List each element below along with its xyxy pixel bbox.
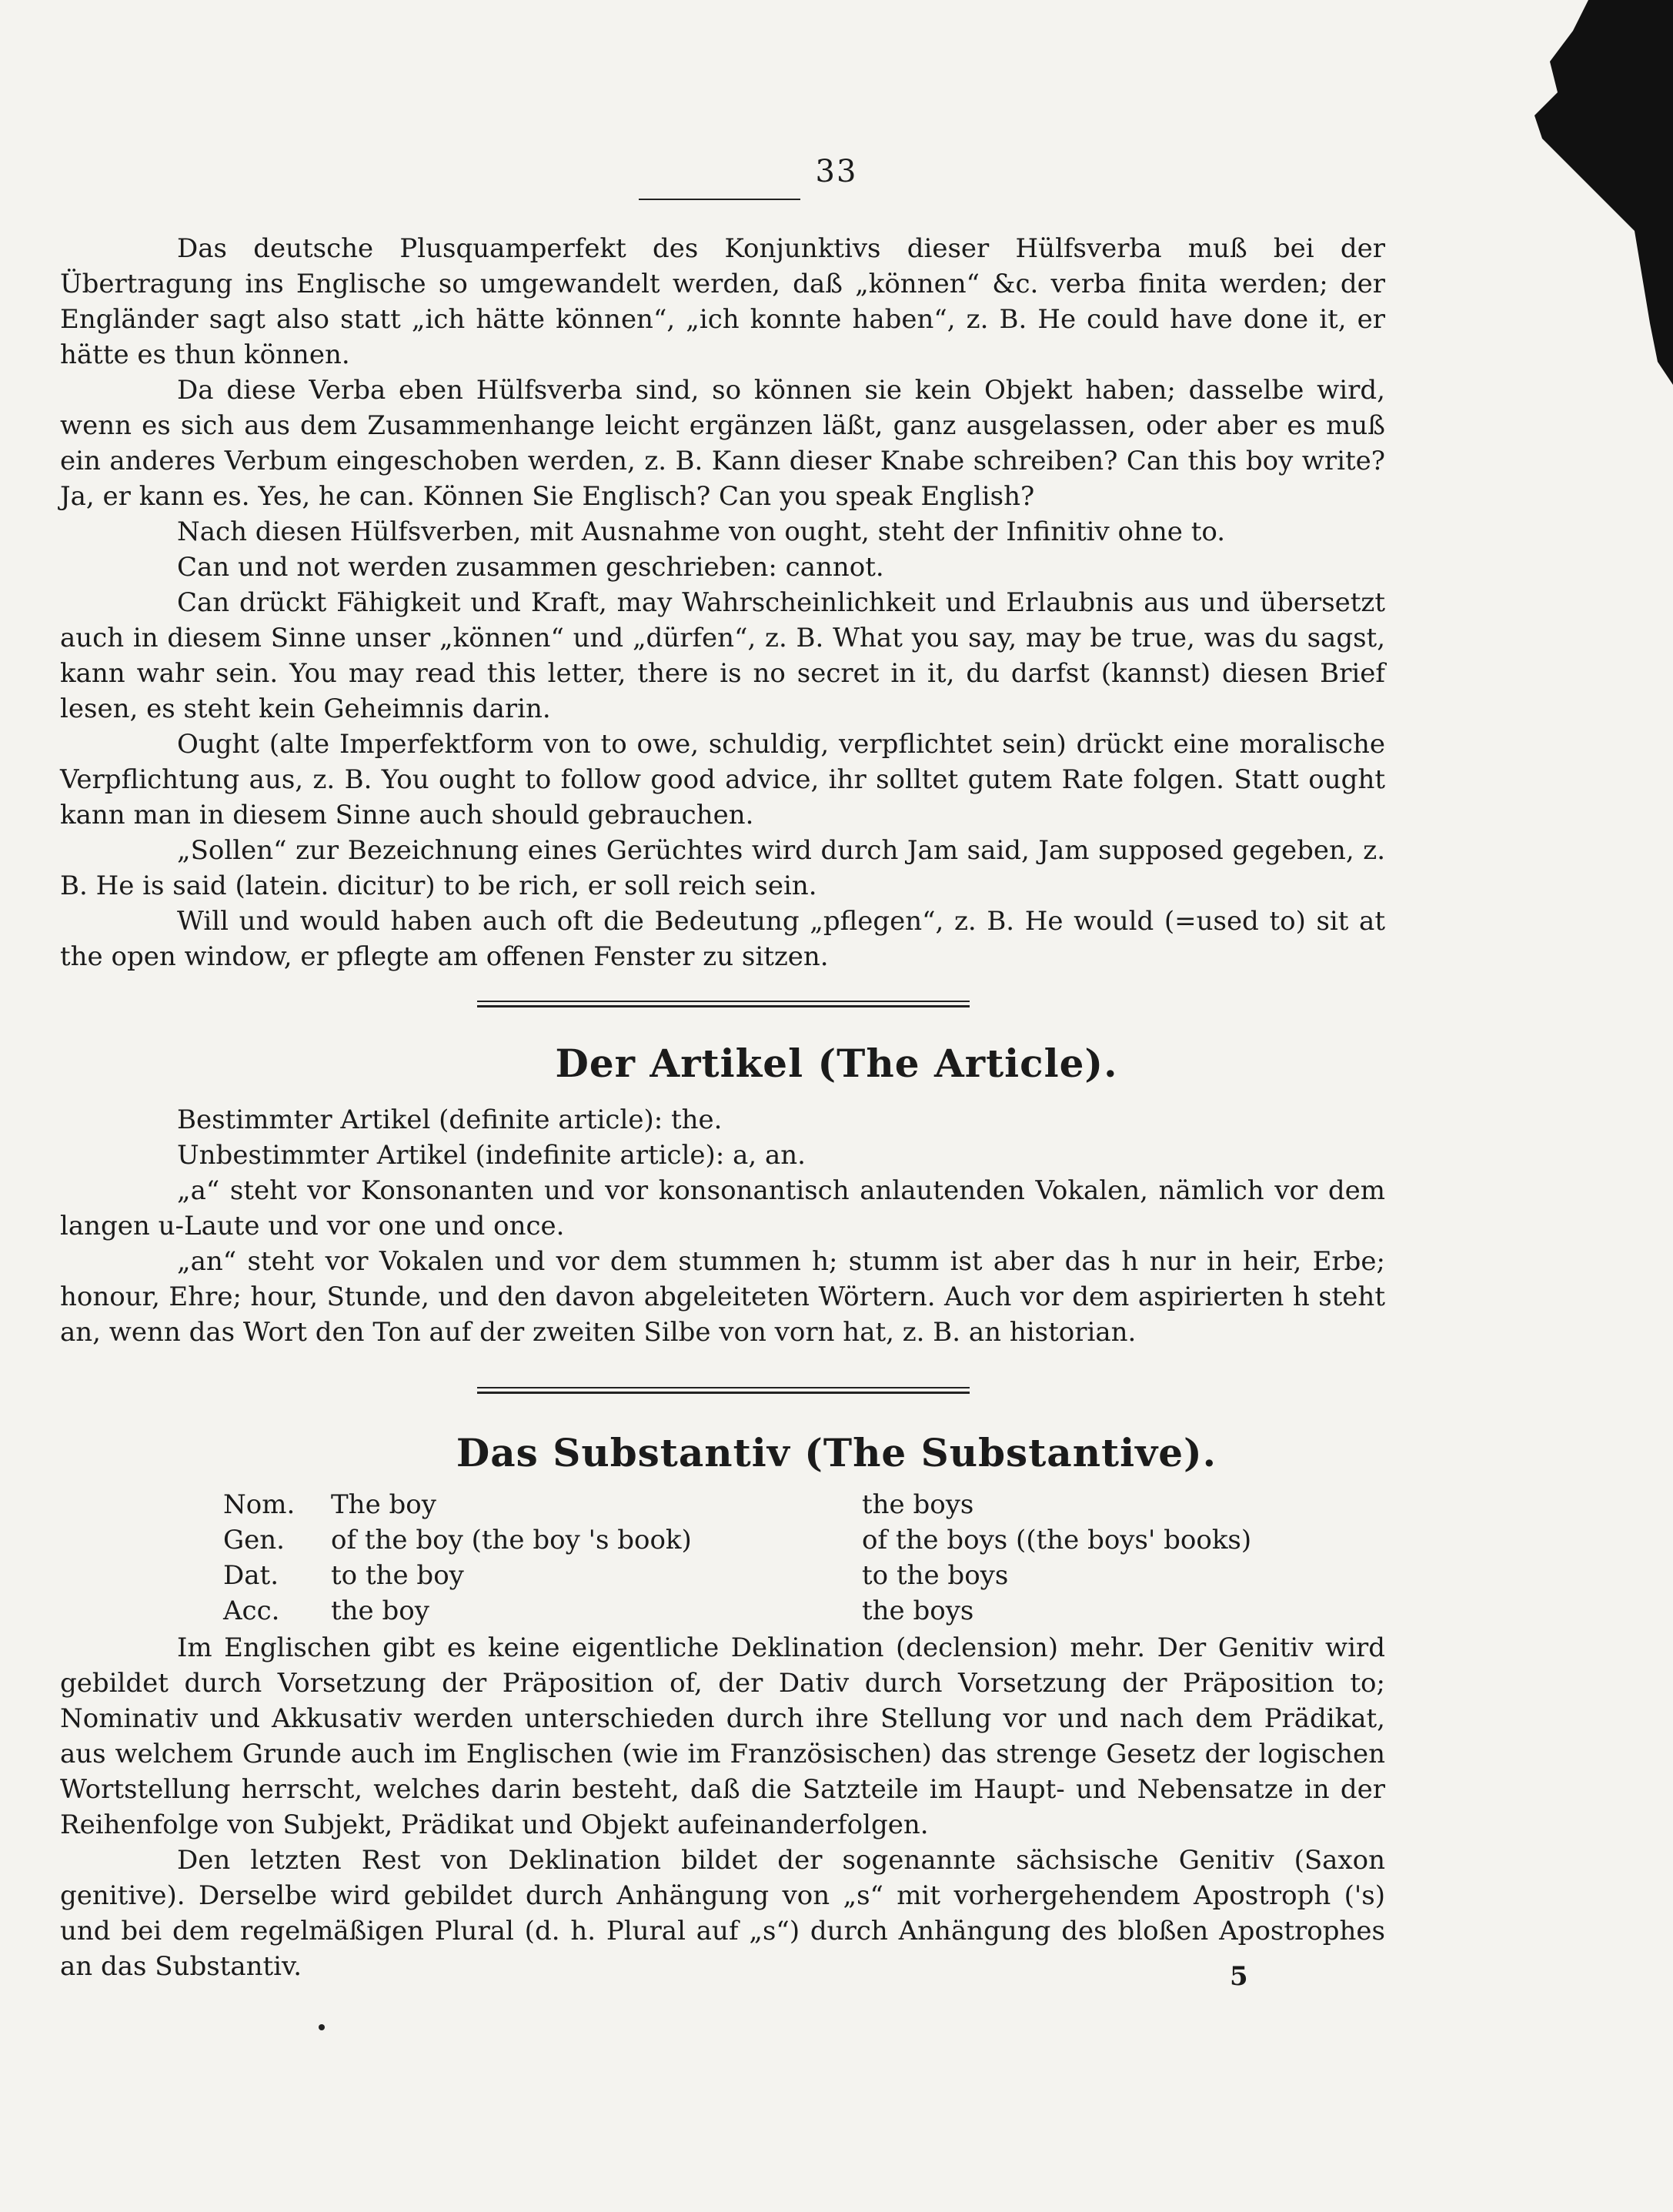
header-rule (639, 199, 800, 200)
case-label: Acc. (223, 1596, 280, 1626)
paragraph: Da diese Verba eben Hülfsverba sind, so können sie kein Objekt haben; dasselbe wird, wenn es sich aus dem Zusammenhange leicht ergänzen läßt, ganz ausgelassen, oder aber es muß ein anderes Verbum eingeschoben werden, z. B. Kann dieser Knabe schreiben? Can this boy write? Ja, er kann es. Yes, he can. Können Sie Englisch? Can you speak English? (60, 375, 1385, 512)
singular-form: to the boy (331, 1560, 464, 1591)
paragraph: Das deutsche Plusquamperfekt des Konjunktivs dieser Hülfsverba muß bei der Übertragung ins Englische so umgewandelt werden, daß „können“ &c. verba finita werden; der Engländer sagt also statt „ich hätte können“, „ich konnte haben“, z. B. He could have done it, er hätte es thun können. (60, 233, 1385, 370)
ink-dot (319, 2024, 325, 2030)
table-row (223, 1593, 1377, 1629)
torn-corner (1527, 0, 1673, 385)
singular-form: The boy (331, 1489, 436, 1520)
case-label: Nom. (223, 1489, 296, 1520)
paragraph: Im Englischen gibt es keine eigentliche Deklination (declension) mehr. Der Genitiv wird gebildet durch Vorsetzung der Präposition of, der Dativ durch Vorsetzung der Präposition to; Nominativ und Akkusativ werden unterschieden durch ihre Stellung vor und nach dem Prädikat, aus welchem Grunde auch im Englischen (wie im Französischen) das strenge Gesetz der logischen Wortstellung herrscht, welches darin besteht, daß die Satzteile im Haupt- und Nebensatze in der Reihenfolge von Subjekt, Prädikat und Objekt aufeinanderfolgen. (60, 1632, 1385, 1840)
table-row (223, 1558, 1377, 1593)
paragraph: „Sollen“ zur Bezeichnung eines Gerüchtes wird durch Jam said, Jam supposed gegeben, z. B. He is said (latein. dicitur) to be rich, er soll reich sein. (60, 835, 1385, 901)
paragraph: Bestimmter Artikel (definite article): the. (177, 1104, 723, 1135)
substantive-section (60, 1630, 1385, 1984)
signature-mark: 5 (1230, 1961, 1248, 1992)
paragraph: Nach diesen Hülfsverben, mit Ausnahme von ought, steht der Infinitiv ohne to. (177, 516, 1226, 547)
page-number: 33 (815, 154, 858, 189)
plural-form: to the boys (862, 1560, 1009, 1591)
singular-form: of the boy (the boy 's book) (331, 1525, 692, 1555)
table-row (223, 1522, 1377, 1558)
paragraph: „an“ steht vor Vokalen und vor dem stummen h; stumm ist aber das h nur in heir, Erbe; honour, Ehre; hour, Stunde, und den davon abgeleiteten Wörtern. Auch vor dem aspirierten h steht an, wenn das Wort den Ton auf der zweiten Silbe von vorn hat, z. B. an historian. (60, 1246, 1385, 1348)
plural-form: of the boys ((the boys' books) (862, 1525, 1252, 1555)
paragraph: Den letzten Rest von Deklination bildet der sogenannte sächsische Genitiv (Saxon genitive). Derselbe wird gebildet durch Anhängung von „s“ mit vorhergehendem Apostroph ('s) und bei dem regelmäßigen Plural (d. h. Plural auf „s“) durch Anhängung des bloßen Apostrophes an das Substantiv. (60, 1845, 1385, 1982)
case-label: Gen. (223, 1525, 285, 1555)
paragraph: Ought (alte Imperfektform von to owe, schuldig, verpflichtet sein) drückt eine moralische Verpflichtung aus, z. B. You ought to follow good advice, ihr solltet gutem Rate folgen. Statt ought kann man in diesem Sinne auch should gebrauchen. (60, 729, 1385, 830)
case-label: Dat. (223, 1560, 279, 1591)
table-row (223, 1487, 1377, 1522)
modal-verbs-section (60, 231, 1385, 974)
paragraph: „a“ steht vor Konsonanten und vor konsonantisch anlautenden Vokalen, nämlich vor dem langen u-Laute und vor one und once. (60, 1175, 1385, 1241)
paragraph: Can drückt Fähigkeit und Kraft, may Wahrscheinlichkeit und Erlaubnis aus und übersetzt auch in diesem Sinne unser „können“ und „dürfen“, z. B. What you say, may be true, was du sagst, kann wahr sein. You may read this letter, there is no secret in it, du darfst (kannst) diesen Brief lesen, es steht kein Geheimnis darin. (60, 587, 1385, 724)
plural-form: the boys (862, 1596, 974, 1626)
plural-form: the boys (862, 1489, 974, 1520)
section-heading-substantive: Das Substantiv (The Substantive). (456, 1430, 1217, 1475)
paragraph: Unbestimmter Artikel (indefinite article): a, an. (177, 1140, 806, 1171)
section-heading-article: Der Artikel (The Article). (555, 1041, 1118, 1086)
singular-form: the boy (331, 1596, 429, 1626)
paragraph: Can und not werden zusammen geschrieben: cannot. (177, 552, 884, 583)
article-section (60, 1102, 1385, 1350)
declension-table (223, 1487, 1377, 1629)
paragraph: Will und would haben auch oft die Bedeutung „pflegen“, z. B. He would (=used to) sit at the open window, er pflegte am offenen Fenster zu sitzen. (60, 906, 1385, 972)
